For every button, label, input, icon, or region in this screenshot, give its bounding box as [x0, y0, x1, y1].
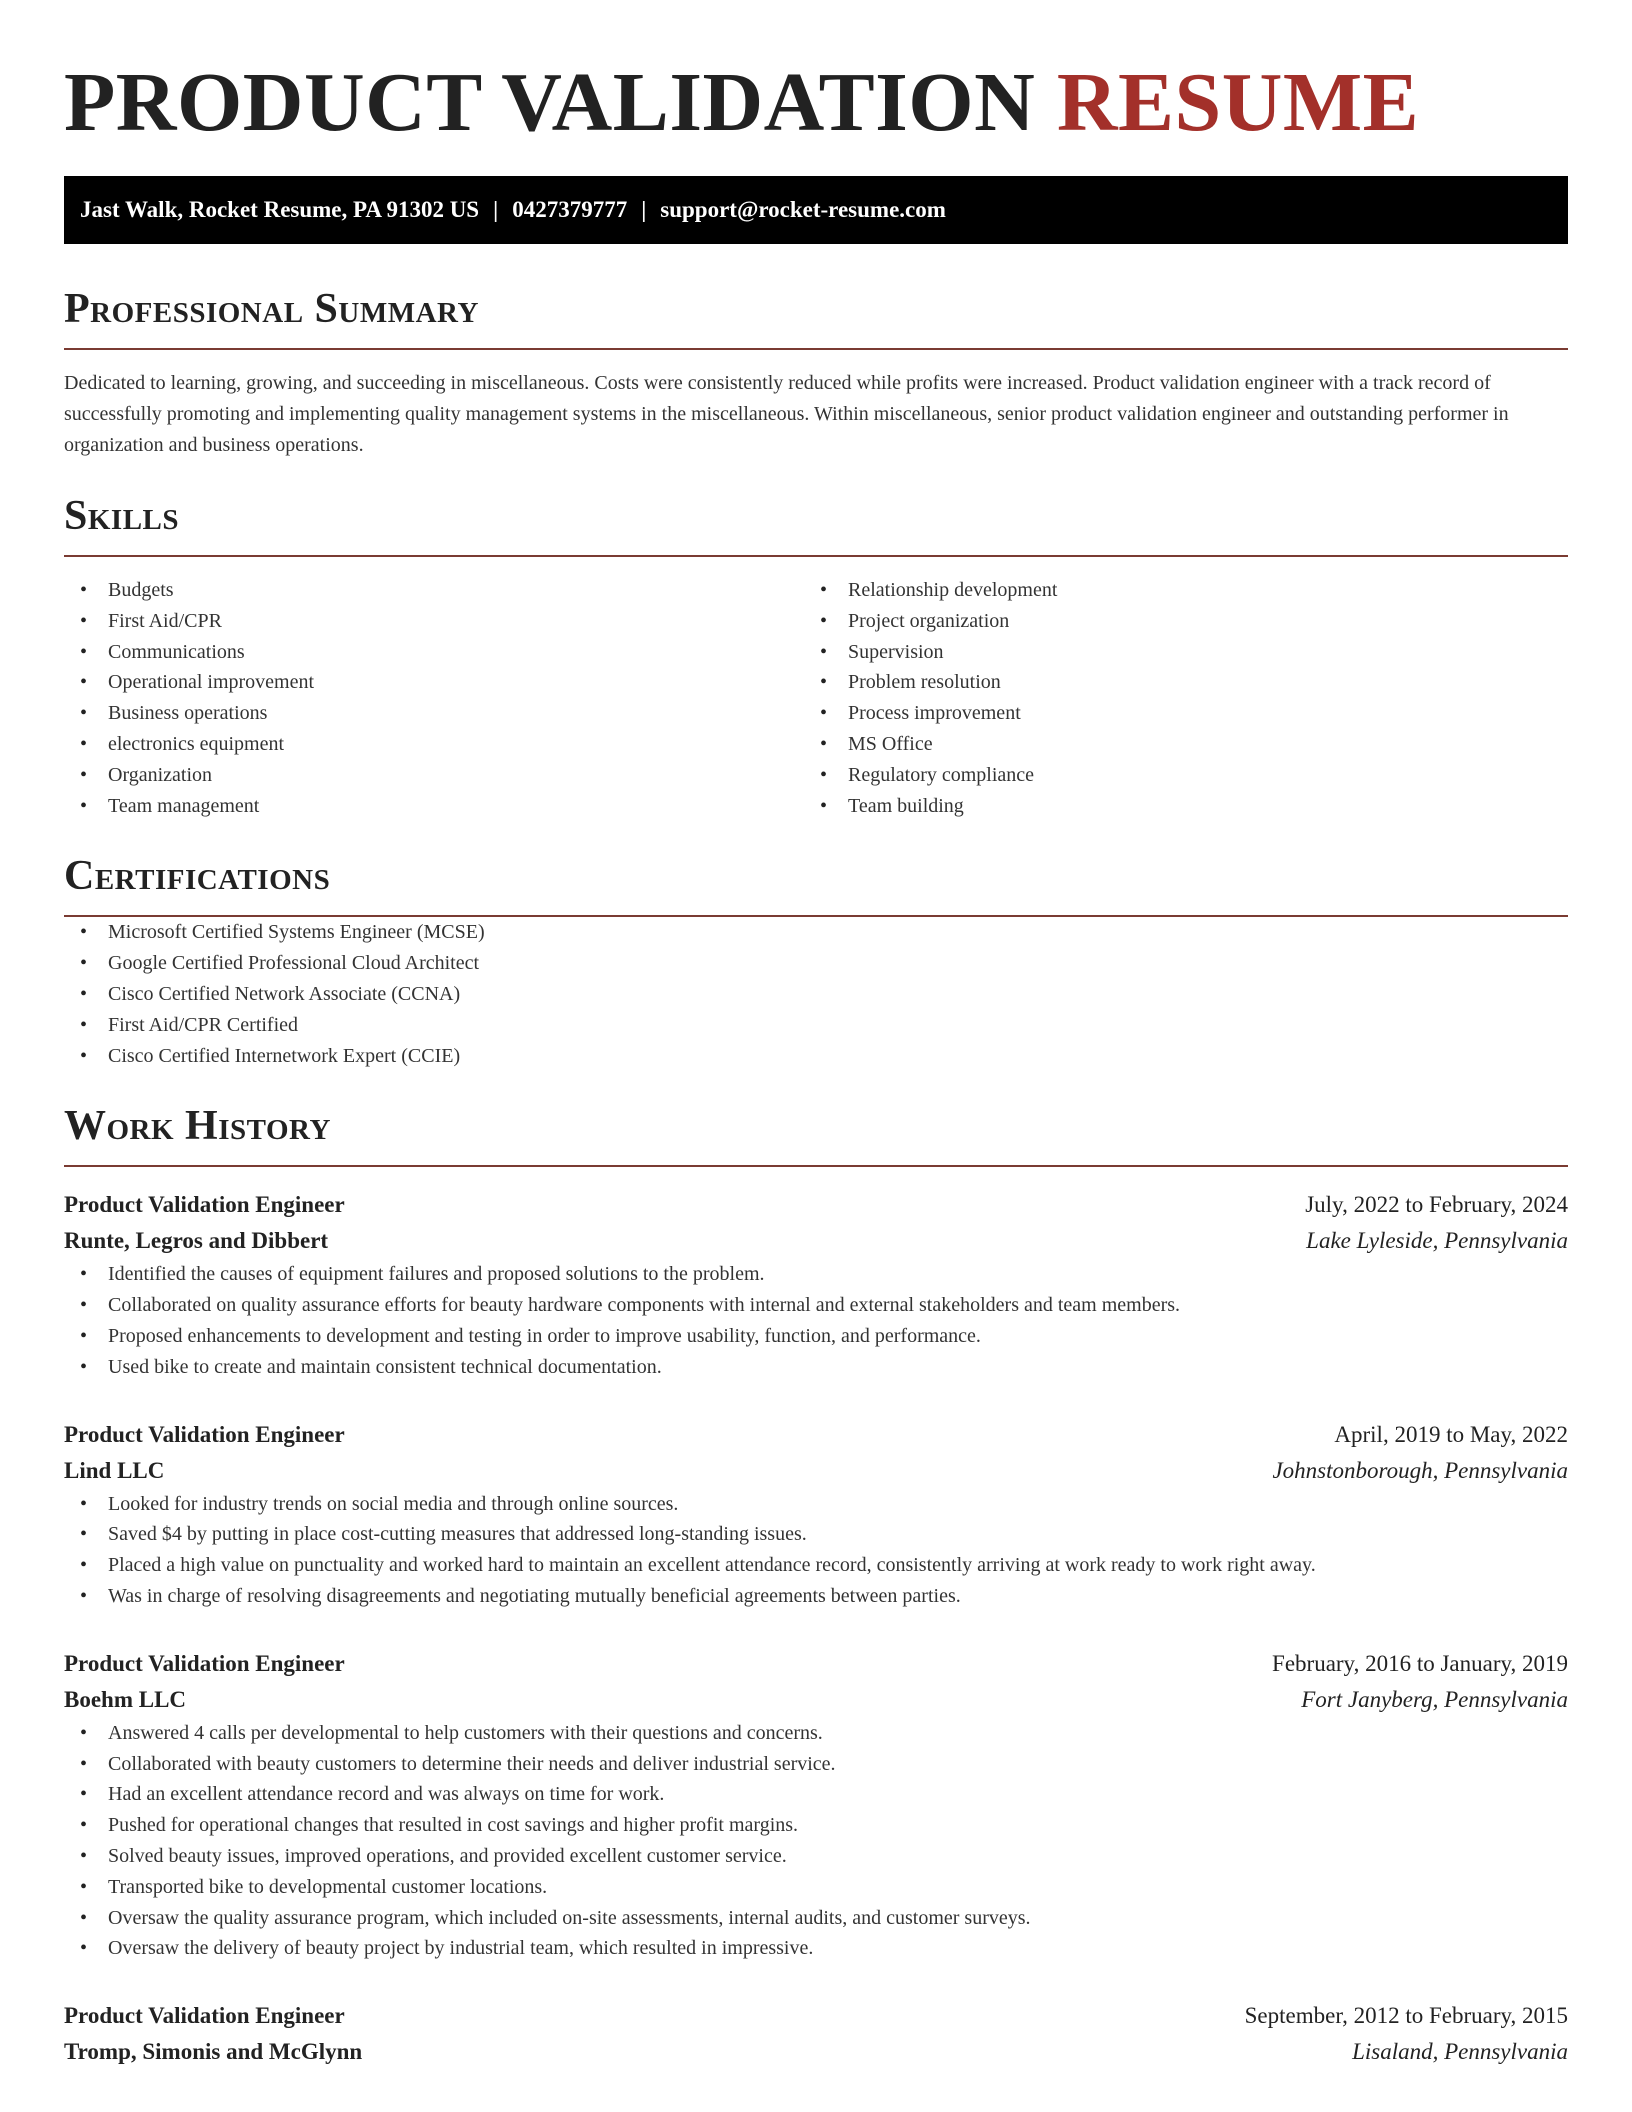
job-company: Tromp, Simonis and McGlynn	[64, 2039, 363, 2065]
skill-item: • Organization	[64, 760, 804, 791]
skill-item: • Communications	[64, 637, 804, 668]
skill-item: • Problem resolution	[804, 667, 1544, 698]
skill-item: • Business operations	[64, 698, 804, 729]
job-bullet: • Used bike to create and maintain consistent technical documentation.	[64, 1352, 1568, 1383]
certification-item: • Cisco Certified Network Associate (CCNA)	[64, 979, 1568, 1010]
job-bullet: • Oversaw the delivery of beauty project by industrial team, which resulted in impressive.	[64, 1933, 1568, 1964]
job-location: Johnstonborough, Pennsylvania	[1272, 1457, 1568, 1483]
certification-item: • Cisco Certified Internetwork Expert (CCIE)	[64, 1041, 1568, 1072]
job-bullet: • Solved beauty issues, improved operations, and provided excellent customer service.	[64, 1841, 1568, 1872]
skills-list-left	[64, 575, 804, 821]
skill-item: • Supervision	[804, 637, 1544, 668]
job-company-row	[64, 1453, 1568, 1489]
job-dates: July, 2022 to February, 2024	[1305, 1192, 1568, 1218]
skill-item: • Operational improvement	[64, 667, 804, 698]
job-location: Lisaland, Pennsylvania	[1352, 2039, 1568, 2065]
job-bullet: • Answered 4 calls per developmental to help customers with their questions and concerns.	[64, 1718, 1568, 1749]
job-title: Product Validation Engineer	[64, 2003, 345, 2029]
job-entry	[64, 1646, 1568, 1964]
job-bullets	[64, 1259, 1568, 1382]
job-company: Lind LLC	[64, 1457, 165, 1483]
job-bullet: • Was in charge of resolving disagreements and negotiating mutually beneficial agreements between parties.	[64, 1581, 1568, 1612]
job-location: Lake Lyleside, Pennsylvania	[1306, 1228, 1568, 1254]
job-title: Product Validation Engineer	[64, 1192, 345, 1218]
skill-item: • Process improvement	[804, 698, 1544, 729]
certification-item: • Microsoft Certified Systems Engineer (MCSE)	[64, 917, 1568, 948]
skill-item: • Relationship development	[804, 575, 1544, 606]
job-header-row	[64, 1187, 1568, 1223]
contact-email: support@rocket-resume.com	[660, 197, 946, 222]
job-bullet: • Pushed for operational changes that resulted in cost savings and higher profit margins.	[64, 1810, 1568, 1841]
job-bullets	[64, 1489, 1568, 1612]
summary-heading: Professional Summary	[64, 284, 1568, 350]
job-bullet: • Collaborated on quality assurance efforts for beauty hardware components with internal and external stakeholders and team members.	[64, 1290, 1568, 1321]
work-history-heading: Work History	[64, 1101, 1568, 1167]
certifications-section	[64, 851, 1568, 1071]
job-bullet: • Placed a high value on punctuality and worked hard to maintain an excellent attendance record, consistently arriving at work ready to work right away.	[64, 1550, 1568, 1581]
job-header-row	[64, 1417, 1568, 1453]
job-title: Product Validation Engineer	[64, 1650, 345, 1676]
job-bullet: • Oversaw the quality assurance program, which included on-site assessments, internal audits, and customer surveys.	[64, 1903, 1568, 1934]
job-bullet: • Identified the causes of equipment failures and proposed solutions to the problem.	[64, 1259, 1568, 1290]
skill-item: • MS Office	[804, 729, 1544, 760]
job-bullet: • Saved $4 by putting in place cost-cutting measures that addressed long-standing issues.	[64, 1519, 1568, 1550]
work-history-section	[64, 1101, 1568, 2070]
resume-title	[64, 0, 1568, 148]
certifications-list	[64, 917, 1568, 1071]
contact-address: Jast Walk, Rocket Resume, PA 91302 US	[80, 197, 480, 222]
certifications-heading: Certifications	[64, 851, 1568, 917]
job-entry	[64, 1998, 1568, 2070]
skills-section	[64, 491, 1568, 821]
job-company-row	[64, 1223, 1568, 1259]
job-title: Product Validation Engineer	[64, 1421, 345, 1447]
job-bullet: • Had an excellent attendance record and was always on time for work.	[64, 1779, 1568, 1810]
title-main: PRODUCT VALIDATION	[64, 56, 1036, 149]
skill-item: • Team management	[64, 791, 804, 822]
job-header-row	[64, 1998, 1568, 2034]
contact-separator: |	[641, 197, 647, 222]
job-bullet: • Collaborated with beauty customers to determine their needs and deliver industrial service.	[64, 1749, 1568, 1780]
contact-phone: 0427379777	[512, 197, 628, 222]
job-bullet: • Transported bike to developmental customer locations.	[64, 1872, 1568, 1903]
skills-heading: Skills	[64, 491, 1568, 557]
job-bullet: • Proposed enhancements to development and testing in order to improve usability, function, and performance.	[64, 1321, 1568, 1352]
skill-item: • Project organization	[804, 606, 1544, 637]
skills-grid	[64, 575, 1568, 821]
job-bullets	[64, 1718, 1568, 1964]
job-dates: April, 2019 to May, 2022	[1334, 1421, 1568, 1447]
job-header-row	[64, 1646, 1568, 1682]
job-company-row	[64, 2034, 1568, 2070]
job-dates: September, 2012 to February, 2015	[1244, 2003, 1568, 2029]
title-accent: RESUME	[1056, 56, 1420, 149]
summary-section	[64, 284, 1568, 461]
skill-item: • Team building	[804, 791, 1544, 822]
job-company: Boehm LLC	[64, 1686, 187, 1712]
job-dates: February, 2016 to January, 2019	[1272, 1650, 1568, 1676]
skill-item: • electronics equipment	[64, 729, 804, 760]
job-company: Runte, Legros and Dibbert	[64, 1228, 329, 1254]
job-company-row	[64, 1682, 1568, 1718]
contact-bar	[64, 176, 1568, 244]
job-entry	[64, 1417, 1568, 1612]
skills-list-right	[804, 575, 1544, 821]
job-location: Fort Janyberg, Pennsylvania	[1301, 1686, 1568, 1712]
certification-item: • Google Certified Professional Cloud Architect	[64, 948, 1568, 979]
certification-item: • First Aid/CPR Certified	[64, 1010, 1568, 1041]
skill-item: • Budgets	[64, 575, 804, 606]
summary-text: Dedicated to learning, growing, and succeeding in miscellaneous. Costs were consistently reduced while profits were increased. Product validation engineer with a track record of successfully promoting and implementing quality management systems in the miscellaneous. Within miscellaneous, senior product validation engineer and outstanding performer in organization and business operations.	[64, 372, 1509, 456]
contact-separator: |	[493, 197, 499, 222]
job-bullet: • Looked for industry trends on social media and through online sources.	[64, 1489, 1568, 1520]
job-entry	[64, 1187, 1568, 1382]
skill-item: • First Aid/CPR	[64, 606, 804, 637]
skill-item: • Regulatory compliance	[804, 760, 1544, 791]
